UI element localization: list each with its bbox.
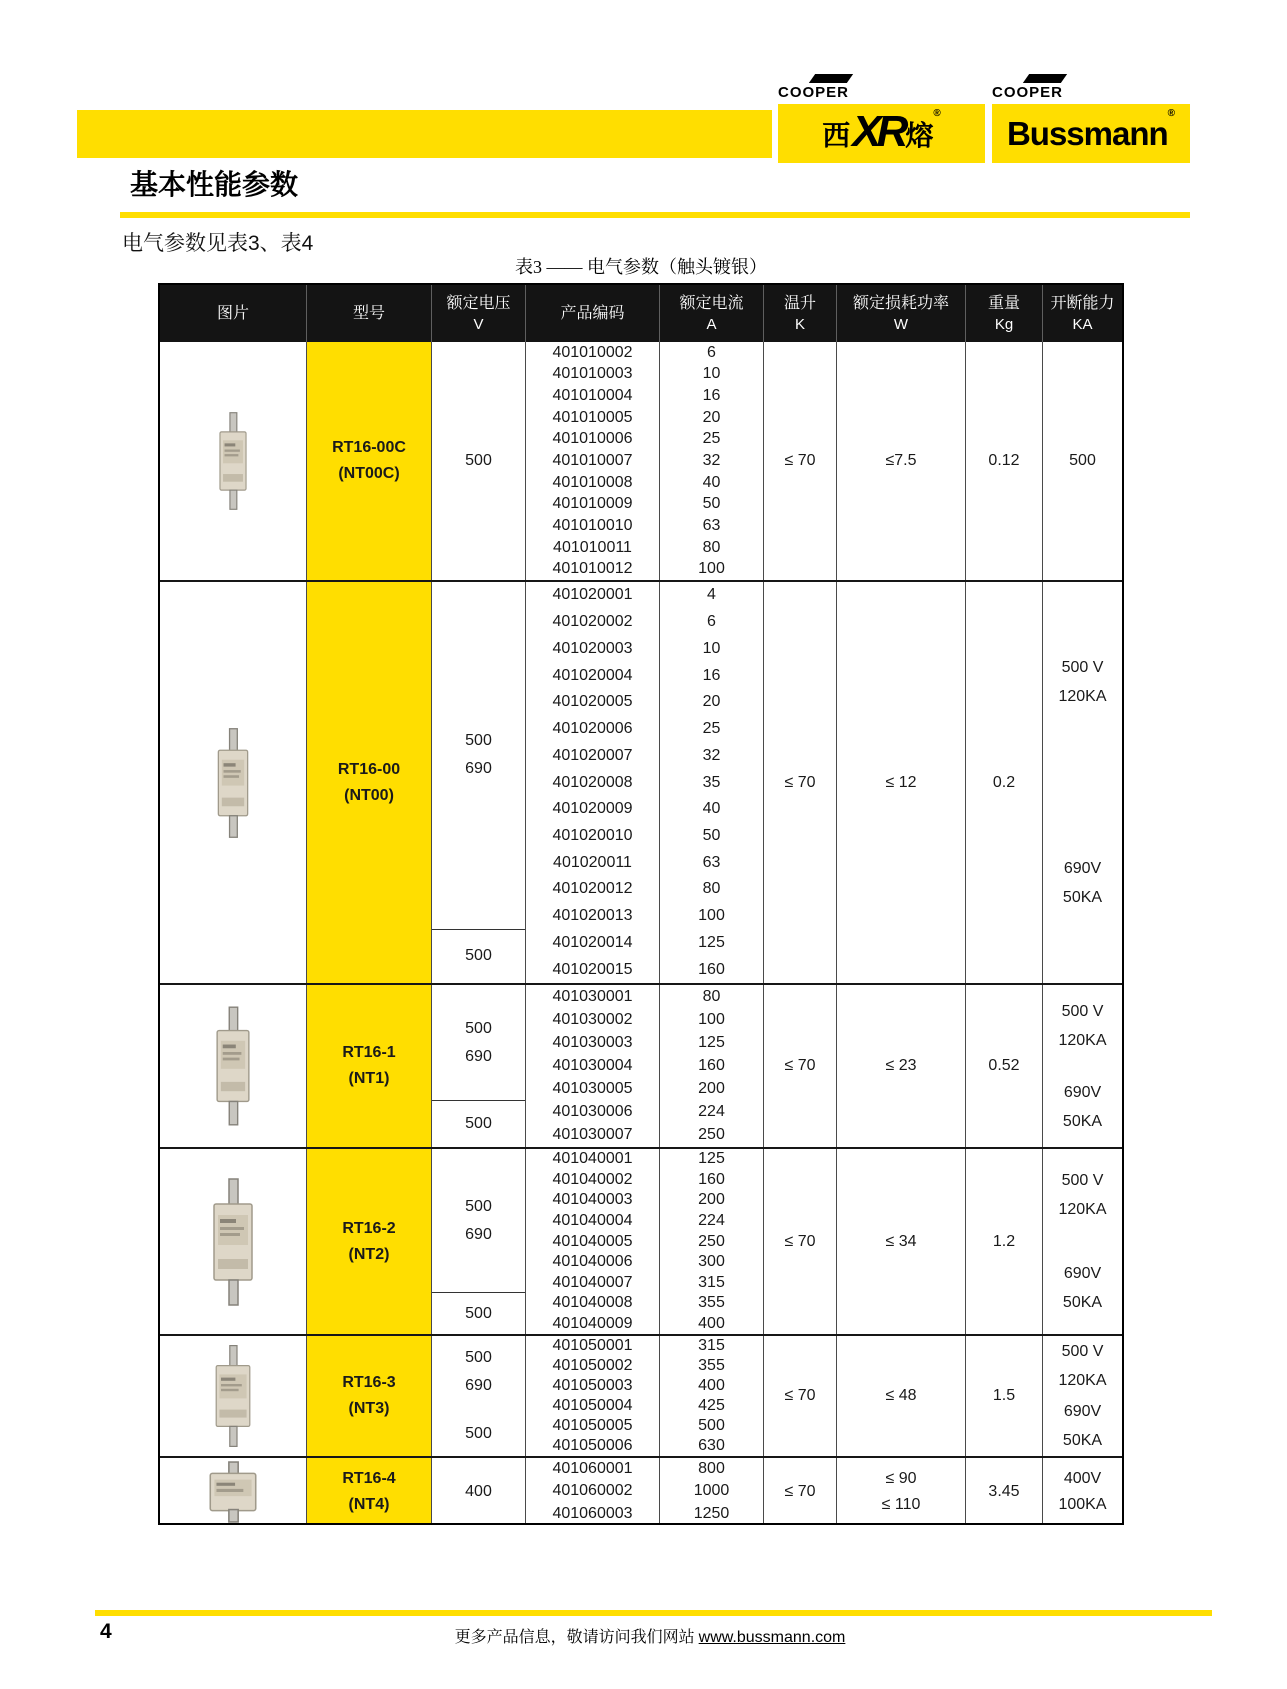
product-code: 401020006 [552, 720, 633, 738]
temp-rise-cell: ≤ 70 [764, 1149, 837, 1334]
model-name: RT16-3 [342, 1374, 396, 1391]
voltage-upper-group [432, 1149, 525, 1292]
col-header-breaking-capacity: 开断能力 KA [1050, 294, 1115, 333]
cooper-brand-bussmann [992, 74, 1202, 101]
footer-text [300, 1624, 1000, 1647]
current-value: 224 [698, 1211, 725, 1229]
breaking-500v-group: 500 V 120KA [1058, 1172, 1107, 1219]
current-value: 6 [707, 613, 716, 631]
breaking-500v-group: 500 V 120KA [1058, 659, 1107, 706]
product-code: 401010009 [552, 495, 633, 513]
current-value: 125 [698, 933, 725, 951]
product-image-cell [160, 582, 307, 983]
bussmann-wordmark: Bussmann [1006, 114, 1168, 152]
voltage-sub-cell: 500 [432, 1292, 525, 1334]
product-code: 401020002 [552, 613, 633, 631]
current-value: 100 [698, 907, 725, 925]
current-value: 200 [698, 1191, 725, 1209]
voltage-upper-group [432, 582, 525, 929]
product-image-cell [160, 342, 307, 580]
power-loss-cell: ≤7.5 [837, 342, 966, 580]
table-block-rt16-3 [160, 1334, 1122, 1456]
voltage-cell [432, 582, 526, 983]
current-value: 400 [698, 1377, 725, 1394]
product-code: 401020015 [552, 960, 633, 978]
current-value: 300 [698, 1253, 725, 1271]
product-code: 401010010 [552, 516, 633, 534]
product-code: 401040007 [552, 1273, 633, 1291]
breaking-690v-group: 690V 50KA [1062, 1264, 1103, 1311]
power-loss-line1: ≤ 90 [885, 1469, 917, 1487]
current-value: 500 [698, 1417, 725, 1434]
product-code: 401010012 [552, 560, 633, 578]
current-value: 25 [702, 430, 721, 448]
current-value: 32 [702, 452, 721, 470]
voltage-cell [432, 985, 526, 1147]
col-header-rated-voltage: 额定电压 V [432, 285, 526, 342]
table-block-rt16-00 [160, 580, 1122, 983]
current-value: 1000 [693, 1482, 730, 1500]
voltage-value: 500 [465, 1019, 492, 1037]
current-value: 63 [702, 853, 721, 871]
col-header-model: 型号 [307, 285, 432, 342]
voltage-value: 500 [465, 452, 492, 469]
voltage-cell [432, 1336, 526, 1456]
footer-message: 更多产品信息，敬请访问我们网站 [454, 1629, 699, 1646]
product-image-cell [160, 1336, 307, 1456]
model-cell [307, 1149, 432, 1334]
current-value: 4 [707, 586, 716, 604]
voltage-value: 500 [465, 1425, 492, 1442]
rated-current-column [660, 1336, 764, 1456]
product-code: 401020008 [552, 773, 633, 791]
product-code: 401050001 [552, 1337, 633, 1354]
footer-website-link[interactable]: www.bussmann.com [698, 1629, 846, 1646]
cooper-flag-icon [809, 74, 853, 83]
product-code: 401010006 [552, 430, 633, 448]
xr-logo-monogram: XR [852, 106, 904, 156]
fuse-product-image [203, 1344, 263, 1448]
table-header-row [160, 285, 1122, 342]
product-code: 401040003 [552, 1191, 633, 1209]
cooper-label: COOPER [992, 84, 1064, 101]
rated-current-column [660, 1458, 764, 1525]
product-code: 401020007 [552, 746, 633, 764]
model-cell [307, 582, 432, 983]
current-value: 50 [702, 826, 721, 844]
page-number: 4 [100, 1620, 112, 1643]
current-value: 20 [702, 693, 721, 711]
breaking-capacity-cell [1043, 1336, 1122, 1456]
product-code: 401050006 [552, 1437, 633, 1454]
product-code: 401010003 [552, 365, 633, 383]
product-image-cell [160, 1149, 307, 1334]
fuse-product-image [202, 1461, 264, 1523]
product-code: 401010005 [552, 408, 633, 426]
product-code: 401020004 [552, 666, 633, 684]
table-caption: 表3 —— 电气参数（触头镀银） [515, 257, 767, 277]
current-value: 20 [702, 408, 721, 426]
voltage-value: 690 [465, 760, 492, 778]
product-code: 401020014 [552, 933, 633, 951]
col-header-weight: 重量 Kg [966, 285, 1043, 342]
fuse-product-image [203, 1176, 263, 1308]
current-value: 80 [702, 987, 721, 1005]
fuse-product-image [205, 996, 261, 1136]
current-value: 355 [698, 1294, 725, 1312]
model-cell [307, 1458, 432, 1525]
current-value: 25 [702, 720, 721, 738]
voltage-value: 400 [465, 1482, 492, 1500]
weight-cell: 0.12 [966, 342, 1043, 580]
registered-mark-icon: ® [1167, 108, 1176, 119]
registered-mark-icon: ® [933, 108, 941, 119]
bussmann-logo [992, 104, 1190, 163]
current-value: 425 [698, 1397, 725, 1414]
product-code: 401040002 [552, 1170, 633, 1188]
current-value: 100 [698, 560, 725, 578]
product-code: 401060002 [552, 1482, 633, 1500]
product-code: 401040001 [552, 1150, 633, 1168]
model-name: RT16-00C [332, 439, 406, 456]
product-image-cell [160, 985, 307, 1147]
current-value: 16 [702, 666, 721, 684]
current-value: 315 [698, 1337, 725, 1354]
product-code: 401020001 [552, 586, 633, 604]
current-value: 6 [707, 343, 716, 361]
current-value: 50 [702, 495, 721, 513]
model-name: RT16-4 [342, 1469, 396, 1487]
power-loss-cell: ≤ 48 [837, 1336, 966, 1456]
model-name: RT16-1 [342, 1044, 396, 1061]
current-value: 160 [698, 1056, 725, 1074]
product-code: 401020009 [552, 800, 633, 818]
current-value: 315 [698, 1273, 725, 1291]
product-code: 401020011 [553, 853, 632, 871]
rated-current-column [660, 342, 764, 580]
power-loss-line2: ≤ 110 [881, 1495, 921, 1513]
product-code: 401060003 [552, 1504, 633, 1522]
current-value: 160 [698, 960, 725, 978]
product-code: 401040005 [552, 1232, 633, 1250]
section-title: 基本性能参数 [130, 169, 299, 200]
product-code: 401040004 [552, 1211, 633, 1229]
col-header-product-code: 产品编码 [526, 285, 660, 342]
rated-current-column [660, 985, 764, 1147]
power-loss-cell: ≤ 23 [837, 985, 966, 1147]
temp-rise-cell: ≤ 70 [764, 342, 837, 580]
current-value: 160 [698, 1170, 725, 1188]
table-block-rt16-2 [160, 1147, 1122, 1334]
table-block-rt16-4 [160, 1456, 1122, 1525]
breaking-voltage: 400V [1063, 1469, 1102, 1487]
table-block-rt16-1 [160, 983, 1122, 1147]
product-code: 401020003 [552, 639, 633, 657]
breaking-capacity-cell [1043, 985, 1122, 1147]
current-value: 40 [702, 473, 721, 491]
voltage-value: 690 [465, 1225, 492, 1243]
power-loss-cell: ≤ 12 [837, 582, 966, 983]
current-value: 200 [698, 1080, 725, 1098]
product-code: 401020012 [552, 880, 633, 898]
product-code-column [526, 1336, 660, 1456]
model-cell [307, 342, 432, 580]
product-code: 401010004 [552, 387, 633, 405]
breaking-value: 100KA [1058, 1495, 1107, 1513]
rated-current-column [660, 582, 764, 983]
current-value: 32 [702, 746, 721, 764]
footer-divider-rule [95, 1610, 1212, 1616]
current-value: 35 [702, 773, 721, 791]
temp-rise-cell: ≤ 70 [764, 985, 837, 1147]
product-code: 401020010 [552, 826, 633, 844]
title-divider-rule [120, 212, 1190, 218]
product-code: 401040008 [552, 1294, 633, 1312]
col-header-picture: 图片 [160, 285, 307, 342]
cooper-label: COOPER [778, 84, 850, 101]
voltage-value: 690 [465, 1377, 492, 1394]
weight-cell: 0.52 [966, 985, 1043, 1147]
current-value: 10 [702, 639, 721, 657]
table-block-rt16-00c [160, 342, 1122, 580]
power-loss-cell [837, 1458, 966, 1525]
current-value: 100 [698, 1010, 725, 1028]
voltage-value: 690 [465, 1047, 492, 1065]
product-code: 401060001 [552, 1460, 633, 1478]
current-value: 224 [698, 1103, 725, 1121]
current-value: 125 [698, 1033, 725, 1051]
xr-logo-right-char: 熔 [905, 119, 934, 151]
current-value: 80 [702, 538, 721, 556]
breaking-capacity-cell [1043, 1149, 1122, 1334]
current-value: 40 [702, 800, 721, 818]
weight-cell: 3.45 [966, 1458, 1043, 1525]
product-code: 401030003 [552, 1033, 633, 1051]
fuse-product-image [207, 727, 259, 839]
intro-text: 电气参数见表3、表4 [122, 232, 314, 255]
current-value: 250 [698, 1232, 725, 1250]
voltage-sub-cell: 500 [432, 929, 525, 983]
model-name: RT16-2 [342, 1219, 396, 1237]
voltage-cell [432, 342, 526, 580]
product-code-column [526, 582, 660, 983]
breaking-capacity-cell [1043, 1458, 1122, 1525]
voltage-cell [432, 1149, 526, 1334]
model-cell [307, 1336, 432, 1456]
product-code: 401050002 [552, 1357, 633, 1374]
product-code-column [526, 1458, 660, 1525]
model-alt-name: (NT4) [348, 1495, 390, 1513]
product-code: 401050005 [552, 1417, 633, 1434]
product-code: 401050003 [552, 1377, 633, 1394]
breaking-690v-group: 690V 50KA [1062, 859, 1103, 906]
product-code: 401030007 [552, 1126, 633, 1144]
voltage-value: 500 [465, 1197, 492, 1215]
product-code: 401030002 [552, 1010, 633, 1028]
current-value: 250 [698, 1126, 725, 1144]
current-value: 10 [702, 365, 721, 383]
current-value: 16 [702, 387, 721, 405]
current-value: 630 [698, 1437, 725, 1454]
product-code: 401040006 [552, 1253, 633, 1271]
current-value: 63 [702, 516, 721, 534]
voltage-cell [432, 1458, 526, 1525]
cooper-flag-icon [1023, 74, 1067, 83]
current-value: 80 [702, 880, 721, 898]
weight-cell: 0.2 [966, 582, 1043, 983]
product-code: 401020013 [552, 907, 633, 925]
xr-logo-left-char: 西 [822, 119, 851, 151]
current-value: 125 [698, 1150, 725, 1168]
product-code-column [526, 1149, 660, 1334]
model-alt-name: (NT3) [348, 1400, 390, 1417]
model-alt-name: (NT1) [348, 1070, 390, 1087]
power-loss-cell: ≤ 34 [837, 1149, 966, 1334]
temp-rise-cell: ≤ 70 [764, 1458, 837, 1525]
current-value: 400 [698, 1314, 725, 1332]
rated-current-column [660, 1149, 764, 1334]
product-code: 401050004 [552, 1397, 633, 1414]
temp-rise-cell: ≤ 70 [764, 582, 837, 983]
current-value: 355 [698, 1357, 725, 1374]
breaking-690v-group: 690V 50KA [1062, 1083, 1103, 1130]
product-code: 401010002 [552, 343, 633, 361]
cooper-brand-xr [778, 74, 988, 101]
breaking-690v-group: 690V 50KA [1062, 1403, 1103, 1449]
breaking-capacity-cell: 500 [1069, 452, 1096, 469]
product-image-cell [160, 1458, 307, 1525]
voltage-value: 500 [465, 732, 492, 750]
breaking-500v-group: 500 V 120KA [1058, 1343, 1107, 1389]
product-code: 401010011 [553, 538, 632, 556]
product-code: 401020005 [552, 693, 633, 711]
model-alt-name: (NT2) [348, 1245, 390, 1263]
temp-rise-cell: ≤ 70 [764, 1336, 837, 1456]
current-value: 1250 [693, 1504, 730, 1522]
product-code: 401030005 [552, 1080, 633, 1098]
product-code-column [526, 342, 660, 580]
weight-cell: 1.5 [966, 1336, 1043, 1456]
weight-cell: 1.2 [966, 1149, 1043, 1334]
col-header-temp-rise: 温升 K [764, 285, 837, 342]
model-name: RT16-00 [337, 760, 401, 778]
voltage-value: 500 [465, 1349, 492, 1366]
product-code: 401040009 [552, 1314, 633, 1332]
parameters-table [158, 283, 1124, 1525]
header-yellow-bar [77, 110, 772, 158]
col-header-rated-current: 额定电流 A [660, 285, 764, 342]
voltage-upper-group [432, 985, 525, 1100]
product-code: 401010007 [552, 452, 633, 470]
model-alt-name: (NT00C) [338, 465, 400, 482]
model-cell [307, 985, 432, 1147]
col-header-power-loss: 额定损耗功率 W [837, 285, 966, 342]
fuse-product-image [210, 397, 256, 525]
xr-logo [778, 104, 985, 163]
model-alt-name: (NT00) [344, 786, 394, 804]
breaking-500v-group: 500 V 120KA [1058, 1002, 1107, 1049]
breaking-capacity-cell [1043, 582, 1122, 983]
voltage-sub-cell: 500 [432, 1100, 525, 1147]
product-code: 401030006 [552, 1103, 633, 1121]
product-code: 401010008 [552, 473, 633, 491]
product-code: 401030001 [552, 987, 633, 1005]
product-code-column [526, 985, 660, 1147]
product-code: 401030004 [552, 1056, 633, 1074]
current-value: 800 [698, 1460, 725, 1478]
